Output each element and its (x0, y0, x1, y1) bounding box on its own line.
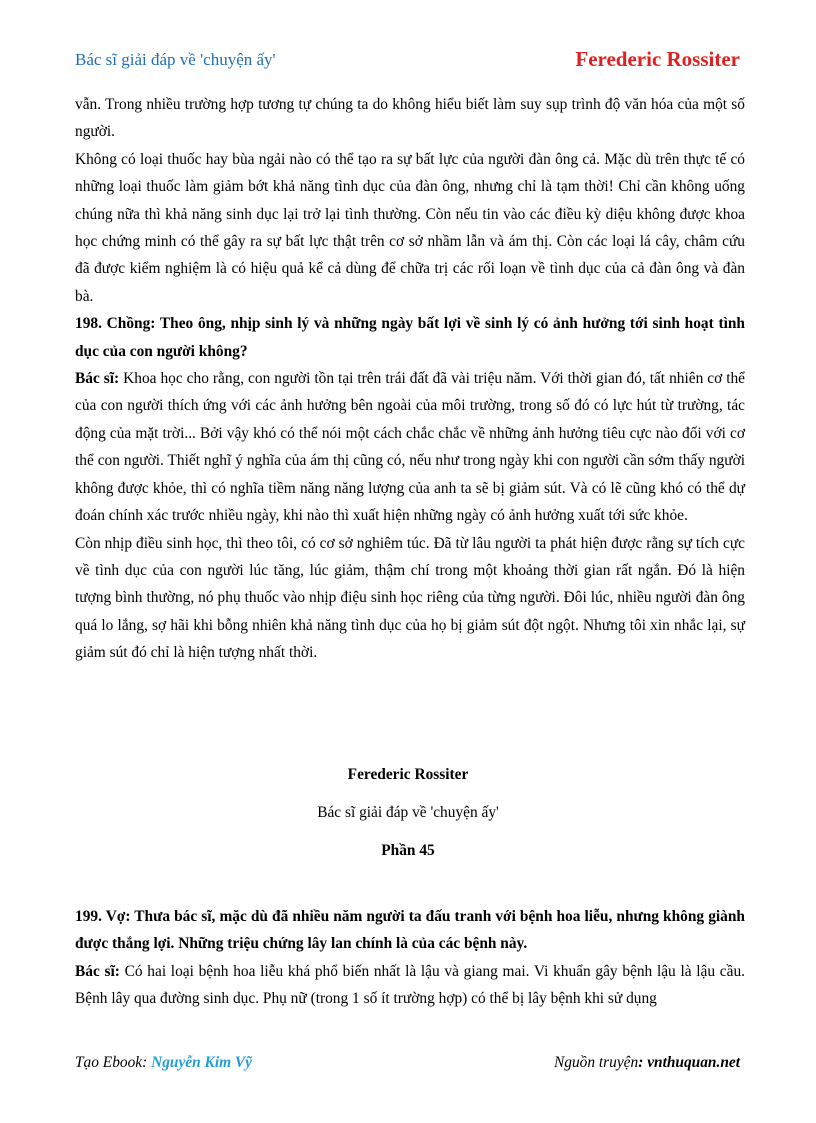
footer-source (554, 1054, 740, 1072)
page-body (75, 91, 745, 667)
question-198: 198. Chồng: Theo ông, nhịp sinh lý và những ngày bất lợi về sinh lý có ảnh hưởng tới sinh hoạt tình dục của con người không? (75, 315, 745, 360)
footer-ebook-name: Nguyễn Kim Vỹ (151, 1054, 253, 1071)
doctor-label: Bác sĩ: (75, 962, 120, 980)
answer-199 (75, 958, 745, 1013)
answer-text: Khoa học cho rằng, con người tồn tại trên trái đất đã vài triệu năm. Với thời gian đó, tất nhiên cơ thể của con người thích ứng với các ảnh hưởng bên ngoài của môi trường, trong số đó có lực hút từ trường, tác động của mặt trời... Bởi vậy khó có thể nói một cách chắc chắc về những ảnh hưởng tiêu cực nào đối với cơ thể con người. Thiết nghĩ ý nghĩa của ám thị cũng có, nếu như trong ngày khi con người cần sớm thấy người không được khỏe, thì có nghĩa tiềm năng năng lượng của anh ta sẽ bị giảm sút. Và có lẽ cũng khó có thể dự đoán chính xác trước nhiều ngày, khi nào thì xuất hiện những ngày có ảnh hưởng xuất tới sức khỏe. (75, 370, 745, 525)
paragraph: Không có loại thuốc hay bùa ngải nào có thể tạo ra sự bất lực của người đàn ông cả. Mặc dù trên thực tế có những loại thuốc làm giảm bớt khả năng tình dục của đàn ông, nhưng chỉ là tạm thời! Chỉ cần không uống chúng nữa thì khả năng sinh dục lại trở lại tình thường. Còn nếu tin vào các điều kỳ diệu không được khoa học chứng minh có thể gây ra sự bất lực thật trên cơ sở nhầm lẫn và ám thị. Còn các loại lá cây, châm cứu đã được kiểm nghiệm là có hiệu quả kể cả dùng để chữa trị các rối loạn về tình dục của cả đàn ông và đàn bà. (75, 150, 745, 305)
page-body-continued (75, 903, 745, 1013)
paragraph: Còn nhịp điều sinh học, thì theo tôi, có cơ sở nghiêm túc. Đã từ lâu người ta phát hiện được rằng sự tích cực về tình dục của con người lúc tăng, lúc giảm, thậm chí trong một khoảng thời gian rất ngắn. Đó là hiện tượng bình thường, nó phụ thuốc vào nhịp điệu sinh học riêng của từng người. Đôi lúc, nhiều người đàn ông quá lo lắng, sợ hãi khi bỗng nhiên khả năng tình dục của họ bị giảm sút đột ngột. Nhưng tôi xin nhắc lại, sự giảm sút đó chỉ là hiện tượng nhất thời. (75, 534, 745, 662)
section-title: Bác sĩ giải đáp về 'chuyện ấy' (317, 804, 499, 821)
question-199: 199. Vợ: Thưa bác sĩ, mặc dù đã nhiều năm người ta đấu tranh với bệnh hoa liễu, nhưng không giành được thắng lợi. Những triệu chứng lây lan chính là của các bệnh này. (75, 908, 745, 953)
header-book-title: Bác sĩ giải đáp về 'chuyện ấy' (75, 50, 276, 69)
paragraph: vẫn. Trong nhiều trường hợp tương tự chúng ta do không hiểu biết làm suy sụp trình độ văn hóa của một số người. (75, 96, 745, 141)
section-author: Ferederic Rossiter (347, 766, 469, 783)
footer-ebook-credit (75, 1054, 252, 1072)
doctor-label: Bác sĩ: (75, 370, 120, 388)
footer-source-site: vnthuquan.net (647, 1054, 740, 1071)
footer-source-sep: : (638, 1054, 648, 1071)
footer-ebook-label: Tạo Ebook (75, 1054, 143, 1071)
footer-separator: : (142, 1054, 152, 1071)
header-author: Ferederic Rossiter (575, 47, 740, 71)
section-part: Phần 45 (381, 842, 435, 859)
footer-source-label: Nguồn truyện (553, 1054, 639, 1071)
answer-198 (75, 365, 745, 529)
answer-text: Có hai loại bệnh hoa liễu khá phổ biến nhất là lậu và giang mai. Vi khuẩn gây bệnh lậu là lậu cầu. Bệnh lây qua đường sinh dục. Phụ nữ (trong 1 số ít trường hợp) có thể bị lây bệnh khi sử dụng (75, 962, 746, 1008)
